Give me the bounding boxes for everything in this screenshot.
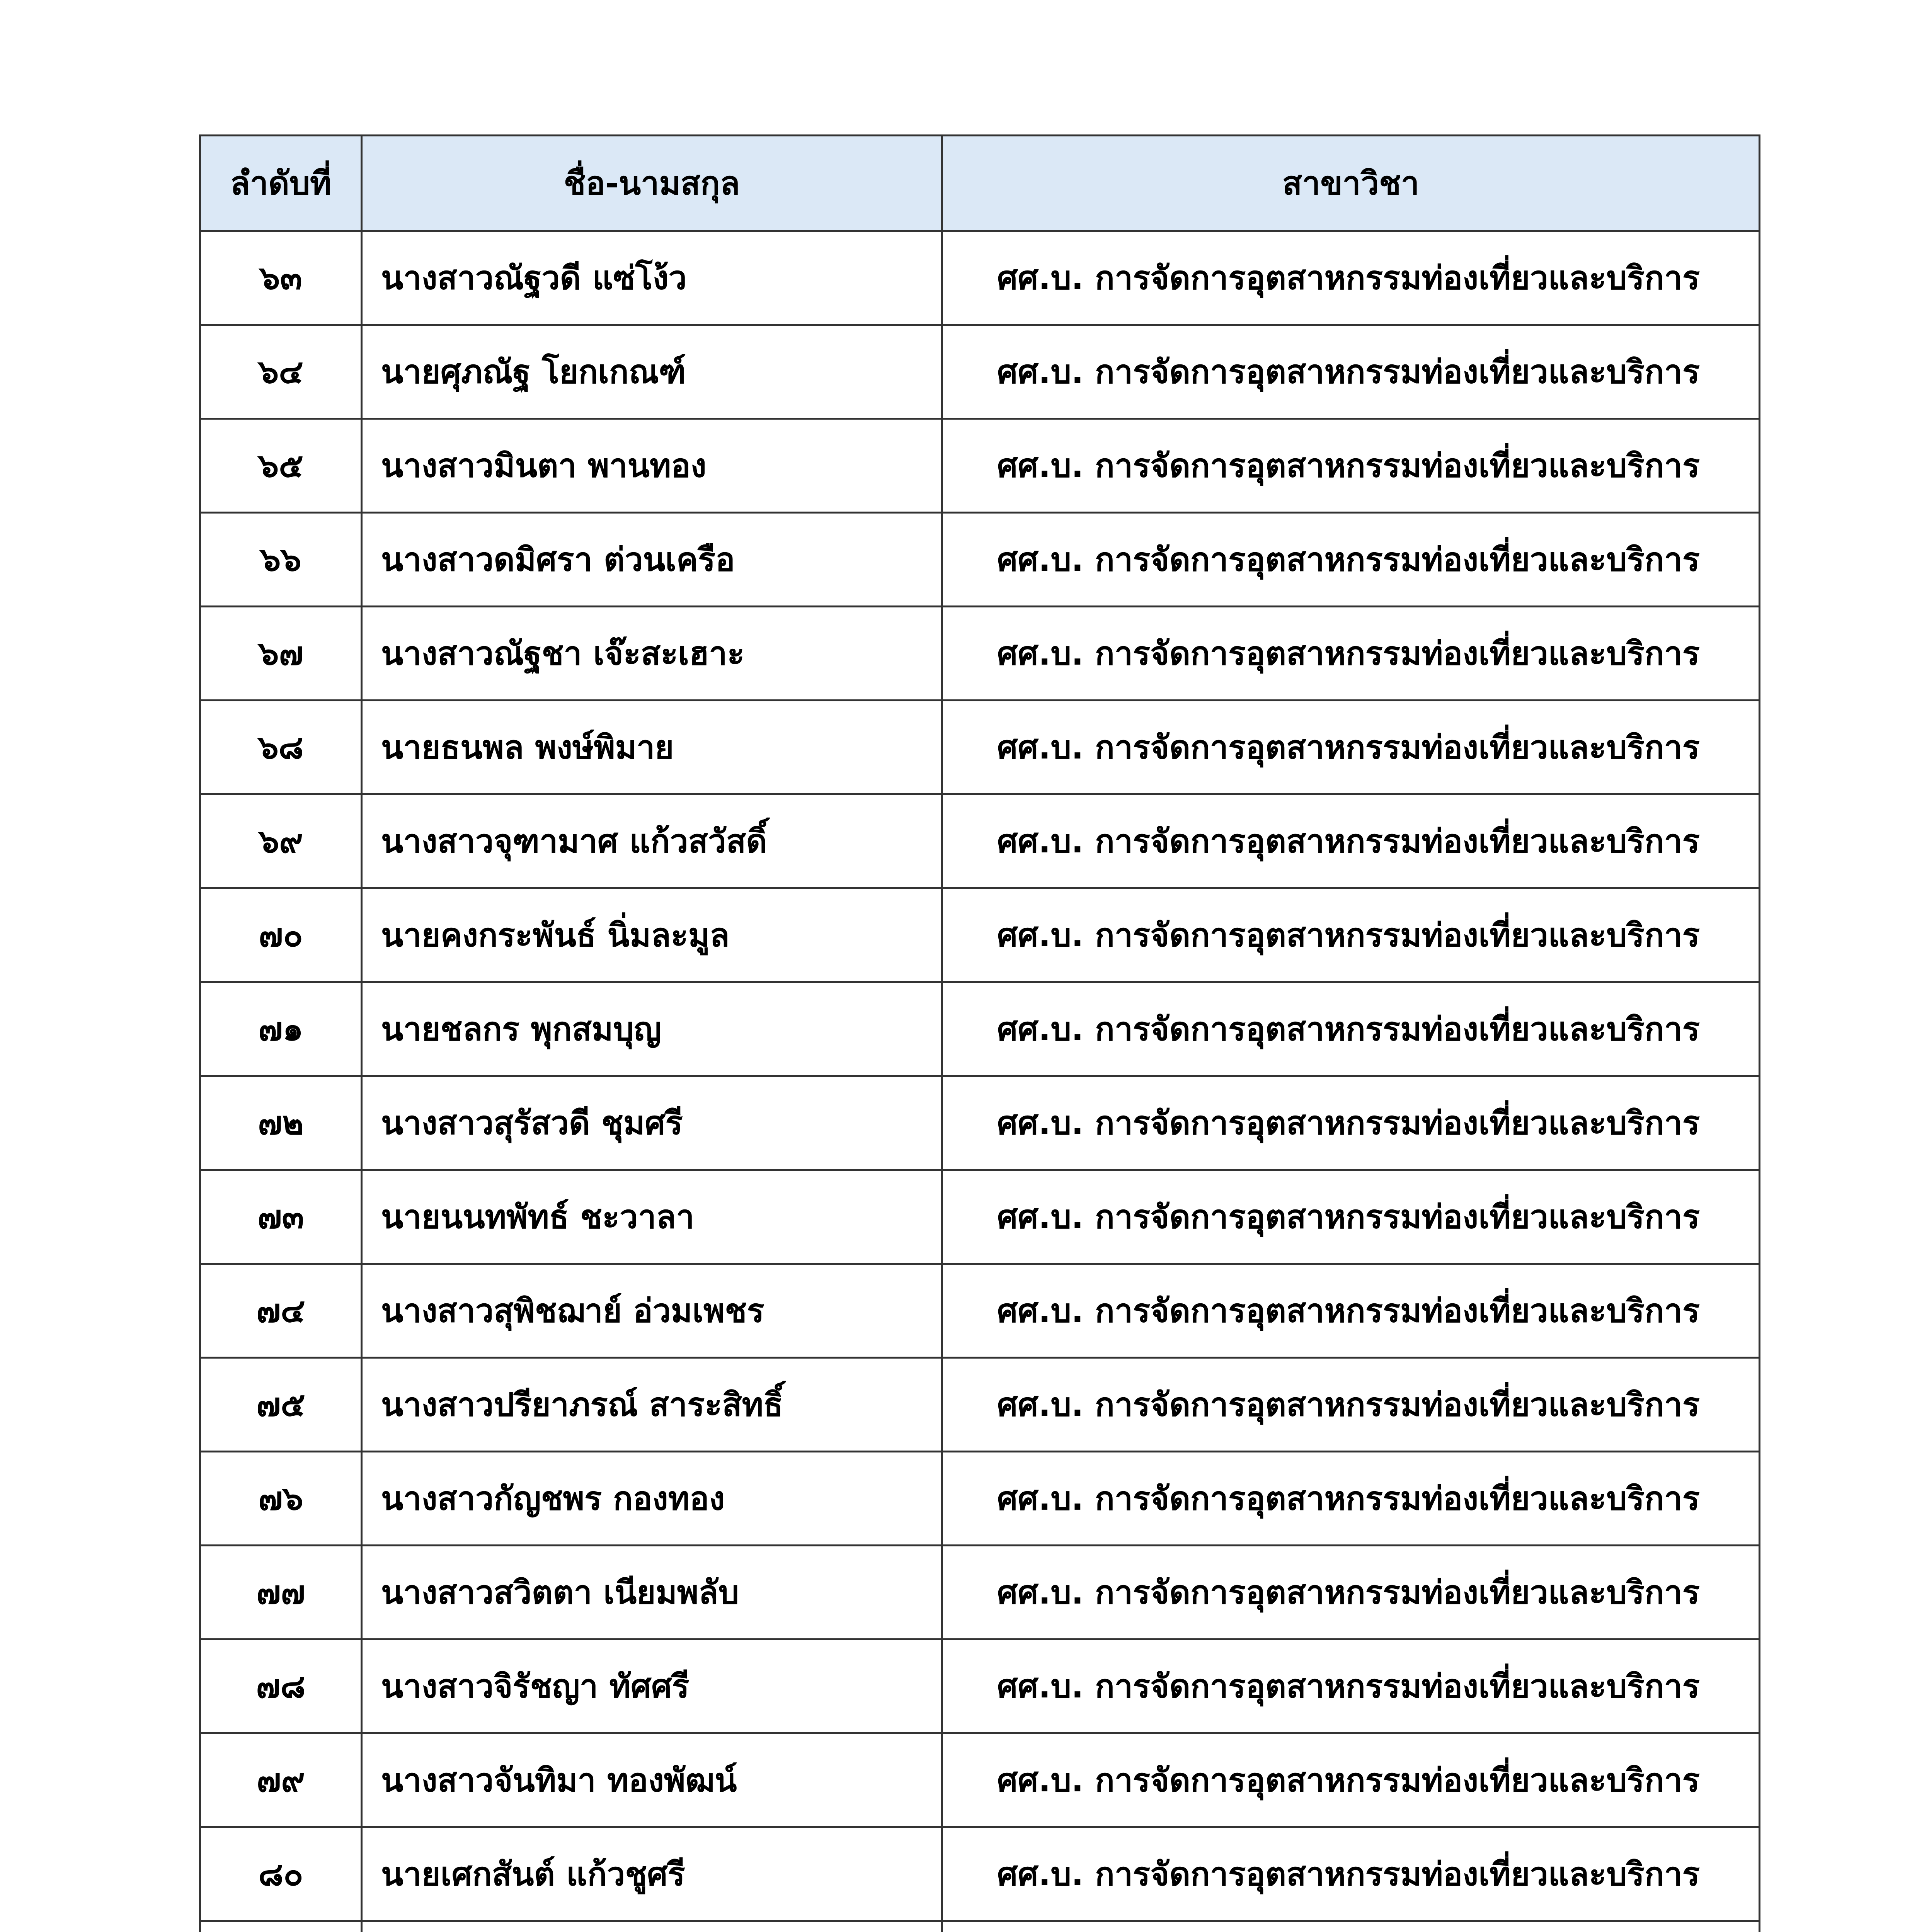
row-number: ๗๖ [200, 1452, 362, 1546]
row-number: ๗๘ [200, 1639, 362, 1733]
row-major: ศศ.บ. การจัดการอุตสาหกรรมท่องเที่ยวและบริการ [942, 1452, 1760, 1546]
table-row [200, 794, 1760, 888]
row-number: ๗๑ [200, 982, 362, 1076]
table-header-row [200, 136, 1760, 231]
table-row [200, 1921, 1760, 1932]
row-number: ๗๐ [200, 888, 362, 982]
row-full-name: นางสาวสุรัสวดี ชุมศรี [362, 1076, 942, 1170]
row-number: ๖๗ [200, 607, 362, 701]
row-major: ศศ.บ. การจัดการอุตสาหกรรมท่องเที่ยวและบริการ [942, 419, 1760, 513]
table-row [200, 982, 1760, 1076]
row-major: ศศ.บ. การจัดการอุตสาหกรรมท่องเที่ยวและบริการ [942, 1733, 1760, 1827]
table-row [200, 1827, 1760, 1921]
row-major: ศศ.บ. การจัดการอุตสาหกรรมท่องเที่ยวและบริการ [942, 888, 1760, 982]
row-full-name: นางสาวปรียาภรณ์ สาระสิทธิ์ [362, 1358, 942, 1452]
row-number: ๖๙ [200, 794, 362, 888]
row-number: ๖๕ [200, 419, 362, 513]
row-major: ศศ.บ. การจัดการอุตสาหกรรมท่องเที่ยวและบริการ [942, 1827, 1760, 1921]
row-major [942, 1921, 1760, 1932]
row-major: ศศ.บ. การจัดการอุตสาหกรรมท่องเที่ยวและบริการ [942, 513, 1760, 607]
row-major: ศศ.บ. การจัดการอุตสาหกรรมท่องเที่ยวและบริการ [942, 231, 1760, 325]
row-number: ๗๕ [200, 1358, 362, 1452]
row-number: ๘๐ [200, 1827, 362, 1921]
row-number: ๗๙ [200, 1733, 362, 1827]
row-number: ๗๒ [200, 1076, 362, 1170]
header-major: สาขาวิชา [942, 136, 1760, 231]
row-full-name: นายชลกร พุกสมบุญ [362, 982, 942, 1076]
row-number: ๗๔ [200, 1264, 362, 1358]
row-major: ศศ.บ. การจัดการอุตสาหกรรมท่องเที่ยวและบริการ [942, 1358, 1760, 1452]
row-full-name: นางสาวจันทิมา ทองพัฒน์ [362, 1733, 942, 1827]
header-number: ลำดับที่ [200, 136, 362, 231]
row-major: ศศ.บ. การจัดการอุตสาหกรรมท่องเที่ยวและบริการ [942, 1639, 1760, 1733]
row-full-name: นางสาวจิรัชญา ทัศศรี [362, 1639, 942, 1733]
row-number: ๖๔ [200, 325, 362, 419]
table-row [200, 888, 1760, 982]
row-major: ศศ.บ. การจัดการอุตสาหกรรมท่องเที่ยวและบริการ [942, 794, 1760, 888]
row-number [200, 1921, 362, 1932]
row-major: ศศ.บ. การจัดการอุตสาหกรรมท่องเที่ยวและบริการ [942, 1546, 1760, 1639]
student-list-table [199, 134, 1760, 1932]
header-full-name: ชื่อ-นามสกุล [362, 136, 942, 231]
row-number: ๗๓ [200, 1170, 362, 1264]
row-major: ศศ.บ. การจัดการอุตสาหกรรมท่องเที่ยวและบริการ [942, 607, 1760, 701]
row-full-name: นายเศกสันต์ แก้วชูศรี [362, 1827, 942, 1921]
row-major: ศศ.บ. การจัดการอุตสาหกรรมท่องเที่ยวและบริการ [942, 1264, 1760, 1358]
row-major: ศศ.บ. การจัดการอุตสาหกรรมท่องเที่ยวและบริการ [942, 1170, 1760, 1264]
row-full-name: นายนนทพัทธ์ ชะวาลา [362, 1170, 942, 1264]
row-full-name: นางสาวกัญชพร กองทอง [362, 1452, 942, 1546]
table-row [200, 1639, 1760, 1733]
row-major: ศศ.บ. การจัดการอุตสาหกรรมท่องเที่ยวและบริการ [942, 1076, 1760, 1170]
table-row [200, 1170, 1760, 1264]
row-full-name: นางสาวณัฐวดี แซ่โง้ว [362, 231, 942, 325]
table-row [200, 513, 1760, 607]
row-full-name [362, 1921, 942, 1932]
table-row [200, 1733, 1760, 1827]
table-row [200, 1076, 1760, 1170]
row-full-name: นายศุภณัฐ โยกเกณฑ์ [362, 325, 942, 419]
row-full-name: นางสาวดมิศรา ต่วนเครือ [362, 513, 942, 607]
table-row [200, 1546, 1760, 1639]
row-number: ๖๖ [200, 513, 362, 607]
row-major: ศศ.บ. การจัดการอุตสาหกรรมท่องเที่ยวและบริการ [942, 982, 1760, 1076]
table-row [200, 325, 1760, 419]
table-row [200, 607, 1760, 701]
table-row [200, 419, 1760, 513]
row-full-name: นางสาวณัฐชา เจ๊ะสะเฮาะ [362, 607, 942, 701]
row-number: ๖๓ [200, 231, 362, 325]
row-major: ศศ.บ. การจัดการอุตสาหกรรมท่องเที่ยวและบริการ [942, 701, 1760, 794]
table-body [200, 231, 1760, 1932]
row-full-name: นางสาวสวิตตา เนียมพลับ [362, 1546, 942, 1639]
row-number: ๖๘ [200, 701, 362, 794]
row-full-name: นางสาวจุฑามาศ แก้วสวัสดิ์ [362, 794, 942, 888]
table-row [200, 1264, 1760, 1358]
row-full-name: นายธนพล พงษ์พิมาย [362, 701, 942, 794]
row-full-name: นางสาวสุพิชฌาย์ อ่วมเพชร [362, 1264, 942, 1358]
row-full-name: นางสาวมินตา พานทอง [362, 419, 942, 513]
row-number: ๗๗ [200, 1546, 362, 1639]
row-major: ศศ.บ. การจัดการอุตสาหกรรมท่องเที่ยวและบริการ [942, 325, 1760, 419]
table-row [200, 701, 1760, 794]
table-row [200, 1358, 1760, 1452]
table-row [200, 1452, 1760, 1546]
table-row [200, 231, 1760, 325]
row-full-name: นายคงกระพันธ์ นิ่มละมูล [362, 888, 942, 982]
